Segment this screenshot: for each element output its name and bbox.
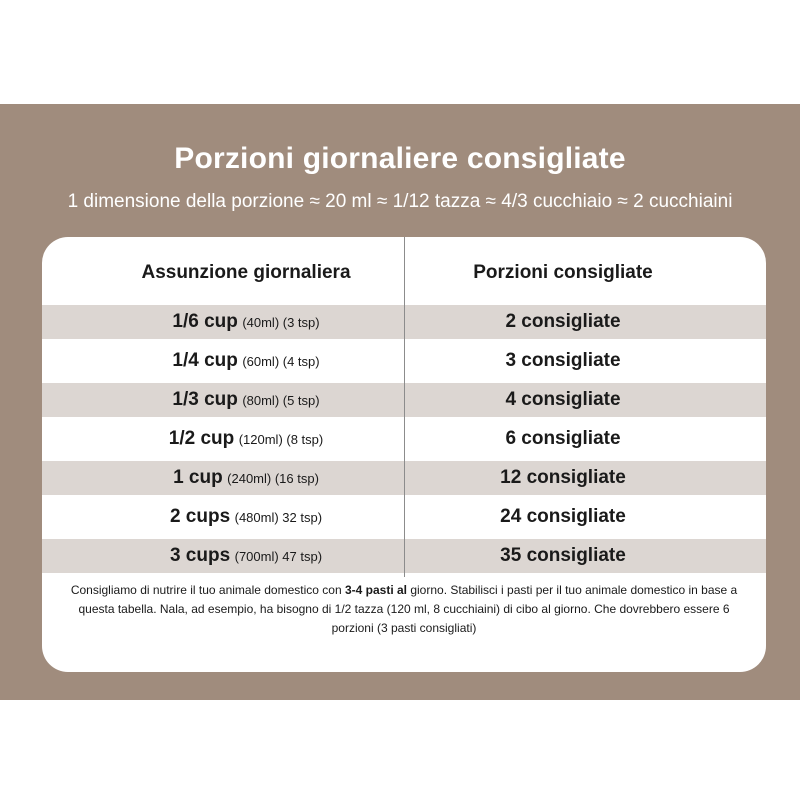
- intake-detail: (40ml) (3 tsp): [242, 315, 320, 330]
- column-divider: [404, 237, 405, 577]
- portions-cell: 6 consigliate: [505, 428, 621, 449]
- note-text-end: giorno. Stabilisci i pasti per il tuo animale domestico in base a questa tabella. Nala, ad esempio, ha bisogno di 1/2 tazza (120 ml, 8 cucchiaini) di cibo al giorno. Che dovrebbero essere 6 porzioni (3 pasti consigliati): [78, 583, 738, 635]
- intake-amount: 3 cups: [169, 545, 231, 566]
- intake-detail: (700ml) 47 tsp): [234, 549, 323, 564]
- column-header-portions: Porzioni consigliate: [473, 262, 653, 283]
- intake-detail: (80ml) (5 tsp): [242, 393, 320, 408]
- note-text-start: Consigliamo di nutrire il tuo animale domestico con: [70, 583, 345, 597]
- intake-amount: 1/6 cup: [172, 311, 238, 332]
- intake-detail: (120ml) (8 tsp): [238, 432, 324, 447]
- intake-amount: 1/4 cup: [172, 350, 238, 371]
- feeding-note: [62, 581, 746, 638]
- page-subtitle: 1 dimensione della porzione ≈ 20 ml ≈ 1/12 tazza ≈ 4/3 cucchiaio ≈ 2 cucchiaini: [67, 191, 733, 212]
- portions-cell: 2 consigliate: [505, 311, 621, 332]
- intake-cell: [42, 422, 450, 456]
- intake-cell: [42, 539, 450, 573]
- intake-amount: 1/2 cup: [168, 428, 235, 449]
- page-title: Porzioni giornaliere consigliate: [174, 142, 626, 175]
- intake-cell: [42, 500, 450, 534]
- intake-cell: [42, 461, 450, 495]
- intake-detail: (60ml) (4 tsp): [242, 354, 320, 369]
- intake-amount: 1 cup: [173, 467, 223, 488]
- intake-detail: (480ml) 32 tsp): [234, 510, 323, 525]
- portions-cell: 4 consigliate: [505, 389, 621, 410]
- intake-amount: 2 cups: [169, 506, 231, 527]
- intake-cell: [42, 344, 450, 378]
- intake-amount: 1/3 cup: [172, 389, 238, 410]
- portions-cell: 24 consigliate: [500, 506, 626, 527]
- intake-cell: [42, 383, 450, 417]
- portions-cell: 12 consigliate: [500, 467, 626, 488]
- note-text-bold: 3-4 pasti al: [344, 583, 407, 597]
- portions-cell: 3 consigliate: [505, 350, 621, 371]
- portion-table-card: [42, 237, 766, 672]
- portions-cell: 35 consigliate: [500, 545, 626, 566]
- intake-detail: (240ml) (16 tsp): [227, 471, 319, 486]
- intake-cell: [42, 305, 450, 339]
- column-header-intake: Assunzione giornaliera: [141, 262, 351, 283]
